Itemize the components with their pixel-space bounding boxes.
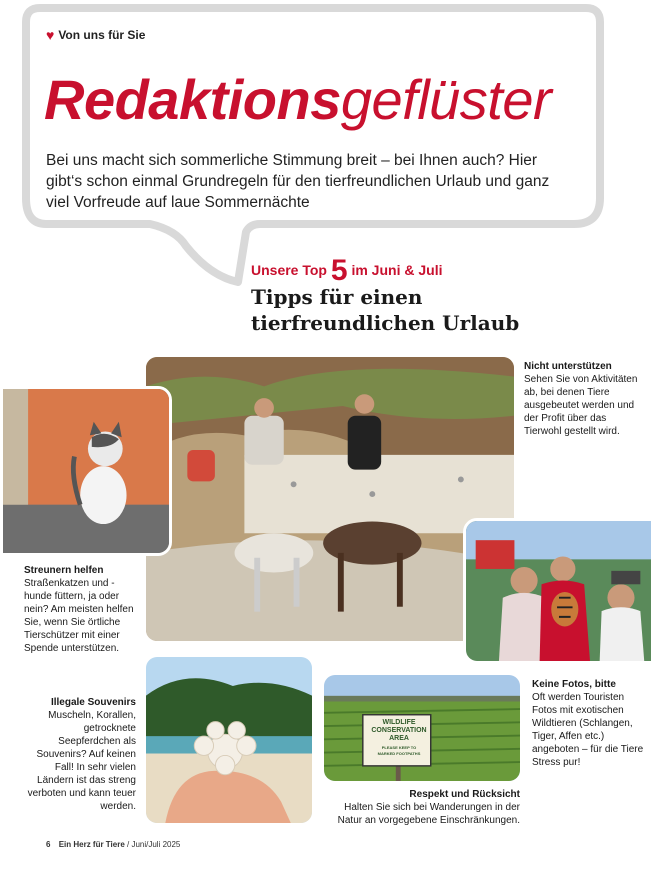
tip-caption-1 xyxy=(524,360,642,438)
photo-coral-hand xyxy=(143,654,315,826)
heart-icon: ♥ xyxy=(46,27,55,43)
wildlife-sign-text xyxy=(364,719,434,757)
tip-title-5: Respekt und Rücksicht xyxy=(409,789,520,800)
photo-wildlife-sign xyxy=(321,672,523,784)
heading-line-2: tierfreundlichen Urlaub xyxy=(251,311,520,335)
intro-text: Bei uns macht sich sommerliche Stimmung breit – bei Ihnen auch? Hier gibt‘s schon einmal Grundregeln für den tierfreundlichen Urlaub und ganz viel Vorfreude auf laue Sommernächte xyxy=(46,152,550,211)
top5-suffix: im Juni & Juli xyxy=(351,262,443,278)
title-light: geflüster xyxy=(340,68,552,131)
tip-caption-5 xyxy=(318,788,520,827)
kicker-label: Von uns für Sie xyxy=(58,28,146,42)
photo-donkey-riders xyxy=(143,354,517,644)
photo-street-cat xyxy=(0,386,172,556)
top5-label xyxy=(251,254,442,288)
tip-text-2: Straßenkatzen und -hunde füttern, ja oder nein? Am meisten helfen Sie, wenn Sie örtliche Tierschützer mit einer Spende unterstützen. xyxy=(24,578,134,654)
tip-caption-2 xyxy=(24,564,142,655)
tip-title-2: Streunern helfen xyxy=(24,565,104,576)
page-footer xyxy=(46,840,180,849)
sign-line-1: WILDLIFE xyxy=(382,719,416,726)
tip-title-3: Keine Fotos, bitte xyxy=(532,679,616,690)
section-heading xyxy=(251,284,519,336)
page-title xyxy=(44,68,552,131)
tip-text-4: Muscheln, Korallen, getrocknete Seepferdchen als Souvenirs? Auf keinen Fall! In sehr vielen Ländern ist das streng verboten und kann teuer werden. xyxy=(27,710,136,812)
sign-line-4: PLEASE KEEP TO xyxy=(381,745,417,750)
tip-title-4: Illegale Souvenirs xyxy=(50,697,136,708)
top5-number: 5 xyxy=(330,254,348,287)
heading-line-1: Tipps für einen xyxy=(251,285,423,309)
tip-title-1: Nicht unterstützen xyxy=(524,361,612,372)
title-bold: Redaktions xyxy=(44,68,341,131)
tip-text-5: Halten Sie sich bei Wanderungen in der Natur an vorgegebene Einschränkungen. xyxy=(337,802,520,826)
tip-text-1: Sehen Sie von Aktivitäten ab, bei denen Tiere ausgebeutet werden und der Profit über das Tierwohl gestellt wird. xyxy=(524,374,638,437)
photo-tiger-selfie xyxy=(463,518,654,664)
sign-line-3: AREA xyxy=(389,735,409,742)
issue-date: / Juni/Juli 2025 xyxy=(127,840,181,849)
tip-text-3: Oft werden Touristen Fotos mit exotischen Wildtieren (Schlangen, Tiger, Affen etc.) angeboten – für die Tiere Stress pur! xyxy=(532,692,644,768)
tip-caption-4 xyxy=(20,696,136,813)
page-number: 6 xyxy=(46,840,51,849)
tip-caption-3 xyxy=(532,678,644,769)
sign-line-2: CONSERVATION xyxy=(371,727,427,734)
sign-line-5: MARKED FOOTPATHS xyxy=(377,751,421,756)
section-kicker xyxy=(46,28,145,42)
top5-prefix: Unsere Top xyxy=(251,262,327,278)
magazine-name: Ein Herz für Tiere xyxy=(58,840,125,849)
